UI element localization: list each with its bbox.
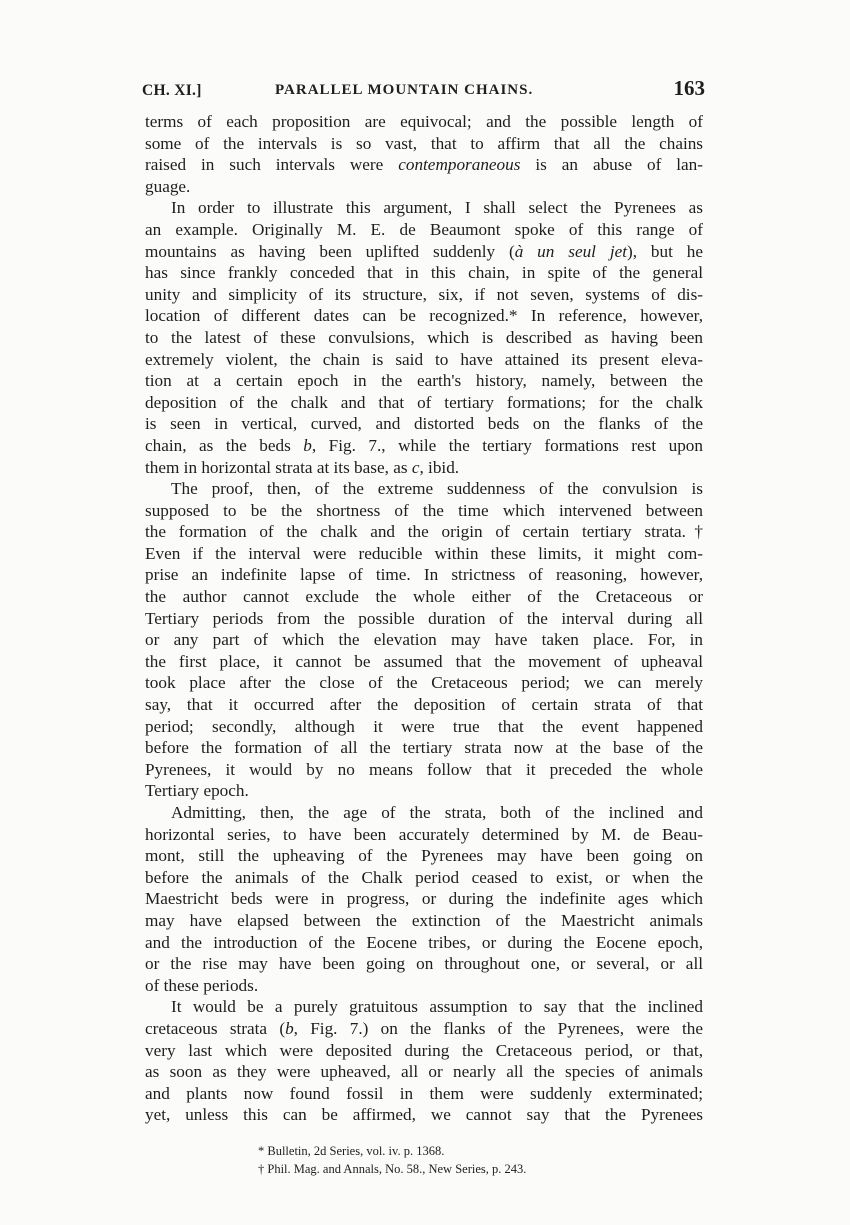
text-line: is seen in vertical, curved, and distorted beds on the flanks of the [145, 414, 703, 434]
text-line: Maestricht beds were in progress, or during the indefinite ages which [145, 889, 703, 909]
text-line: Tertiary periods from the possible duration of the interval during all [145, 608, 703, 628]
text-line: It would be a purely gratuitous assumption to say that the inclined [171, 997, 703, 1017]
footnote: † Phil. Mag. and Annals, No. 58., New Series, p. 243. [258, 1162, 527, 1176]
text-line: tion at a certain epoch in the earth's history, namely, between the [145, 371, 703, 391]
text-line: and plants now found fossil in them were suddenly exterminated; [145, 1083, 703, 1103]
text-line: and the introduction of the Eocene tribes, or during the Eocene epoch, [145, 932, 703, 952]
text-line: them in horizontal strata at its base, as c, ibid. [145, 457, 460, 477]
text-line: the formation of the chalk and the origin of certain tertiary strata.† [145, 522, 703, 542]
page-number: 163 [673, 76, 705, 100]
text-line: as soon as they were upheaved, all or nearly all the species of animals [145, 1062, 703, 1082]
text-line: unity and simplicity of its structure, six, if not seven, systems of dis- [145, 284, 703, 304]
body-text [145, 111, 703, 1126]
text-line: prise an indefinite lapse of time. In strictness of reasoning, however, [145, 565, 703, 585]
text-line: has since frankly conceded that in this chain, in spite of the general [145, 263, 703, 283]
text-line: the author cannot exclude the whole either of the Cretaceous or [145, 587, 703, 607]
footnotes [258, 1142, 658, 1178]
text-line: Tertiary epoch. [145, 781, 249, 801]
text-line: may have elapsed between the extinction of the Maestricht animals [145, 910, 703, 930]
running-title: PARALLEL MOUNTAIN CHAINS. [275, 82, 534, 98]
text-line: of these periods. [145, 975, 259, 995]
text-line: horizontal series, to have been accurately determined by M. de Beau- [145, 824, 703, 844]
text-line: yet, unless this can be affirmed, we cannot say that the Pyrenees [145, 1105, 703, 1125]
text-line: mountains as having been uplifted suddenly (à un seul jet), but he [145, 241, 703, 261]
text-line: to the latest of these convulsions, which is described as having been [145, 327, 703, 347]
text-line: guage. [145, 176, 191, 196]
text-line: say, that it occurred after the deposition of certain strata of that [145, 695, 703, 715]
chapter-reference: CH. XI.] [142, 82, 202, 99]
text-line: Admitting, then, the age of the strata, both of the inclined and [171, 803, 703, 822]
text-line: very last which were deposited during the Cretaceous period, or that, [145, 1040, 703, 1060]
text-line: terms of each proposition are equivocal; and the possible length of [145, 112, 703, 131]
text-line: period; secondly, although it were true that the event happened [145, 716, 703, 736]
text-line: supposed to be the shortness of the time which intervened between [145, 500, 703, 520]
text-line: Pyrenees, it would by no means follow that it preceded the whole [145, 759, 703, 779]
text-line: mont, still the upheaving of the Pyrenees may have been going on [145, 846, 703, 866]
text-line: or any part of which the elevation may have taken place. For, in [145, 630, 703, 650]
running-header [140, 76, 705, 104]
text-line: or the rise may have been going on throughout one, or several, or all [145, 954, 703, 974]
text-line: In order to illustrate this argument, I shall select the Pyrenees as [171, 198, 703, 218]
text-line: an example. Originally M. E. de Beaumont spoke of this range of [145, 219, 703, 239]
text-line: The proof, then, of the extreme suddenness of the convulsion is [171, 479, 703, 499]
text-line: before the formation of all the tertiary strata now at the base of the [145, 738, 703, 758]
footnote: * Bulletin, 2d Series, vol. iv. p. 1368. [258, 1144, 445, 1158]
text-line: deposition of the chalk and that of tertiary formations; for the chalk [145, 392, 703, 412]
text-line: location of different dates can be recognized.* In reference, however, [145, 306, 703, 326]
text-line: raised in such intervals were contemporaneous is an abuse of lan- [145, 155, 703, 175]
text-line: before the animals of the Chalk period ceased to exist, or when the [145, 867, 703, 887]
text-line: chain, as the beds b, Fig. 7., while the tertiary formations rest upon [145, 435, 703, 455]
text-line: extremely violent, the chain is said to have attained its present eleva- [145, 349, 703, 369]
text-line: some of the intervals is so vast, that to affirm that all the chains [145, 133, 703, 153]
text-line: cretaceous strata (b, Fig. 7.) on the flanks of the Pyrenees, were the [145, 1018, 703, 1038]
text-line: the first place, it cannot be assumed that the movement of upheaval [145, 651, 703, 671]
text-line: took place after the close of the Cretaceous period; we can merely [145, 673, 703, 693]
text-line: Even if the interval were reducible within these limits, it might com- [145, 543, 703, 563]
